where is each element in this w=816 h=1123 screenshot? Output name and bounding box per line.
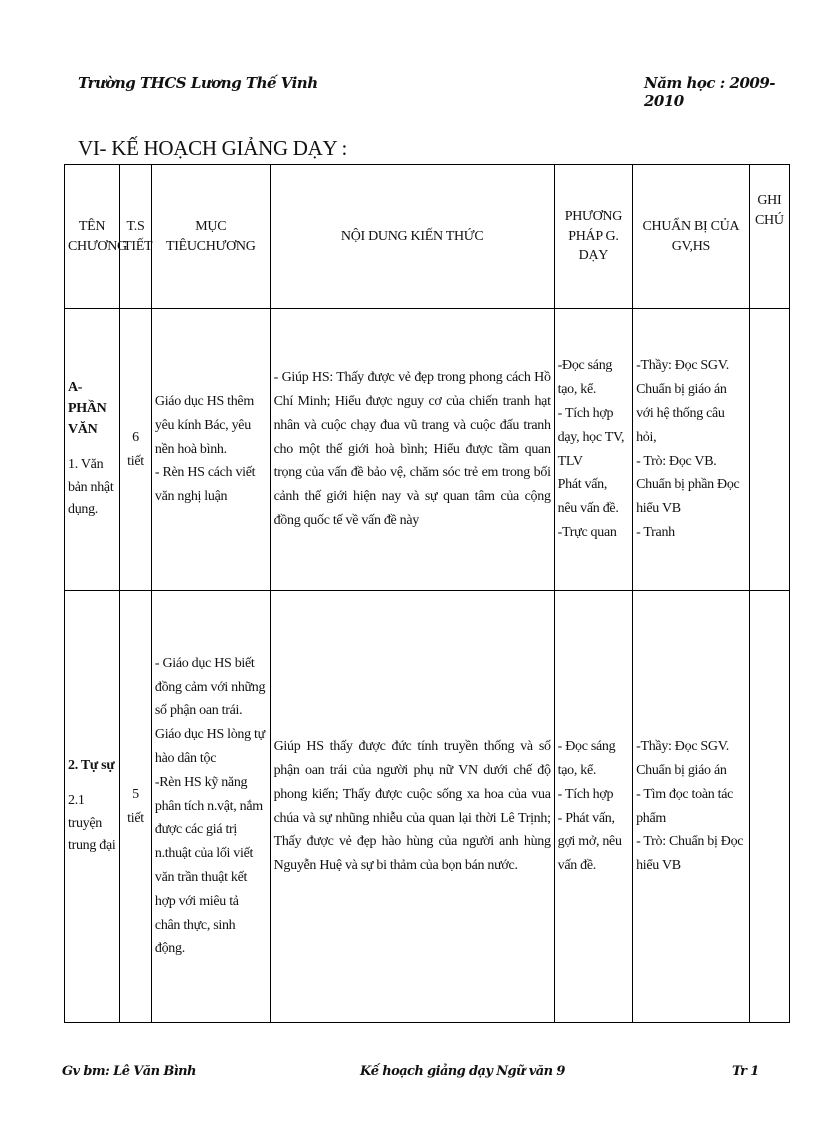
- prep-item: - Tranh: [636, 524, 675, 540]
- table-row: [65, 309, 790, 591]
- document-title: Kế hoạch giảng dạy Ngữ văn 9: [360, 1064, 565, 1079]
- header-periods: T.S TIẾT: [120, 165, 152, 309]
- goals-cell: [151, 591, 270, 1023]
- notes-cell: [749, 591, 789, 1023]
- periods-cell: 5 tiết: [120, 591, 152, 1023]
- method-item: - Tích hợp dạy, học TV, TLV: [557, 405, 625, 469]
- chapter-title: A- PHẦN VĂN: [68, 380, 107, 438]
- method-item: Phát vấn, nêu vấn đề.: [557, 477, 619, 517]
- prep-item: -Thầy: Đọc SGV. Chuẩn bị giáo án: [636, 739, 729, 778]
- content-cell: - Giúp HS: Thấy được vẻ đẹp trong phong cách Hồ Chí Minh; Hiểu được nguy cơ của chiến tranh hạt nhân và cuộc chạy đua vũ trang và cuộc đấu tranh cho một thế giới hoà bình; Hiểu được tầm quan trọng của vấn đề bảo vệ, chăm sóc trẻ em trong bối cảnh thế giới hiện nay và sự quan tâm của cộng đồng quốc tế về vấn đề này: [270, 309, 554, 591]
- goal-item: - Rèn HS cách viết văn nghị luận: [154, 465, 256, 505]
- header-method: PHƯƠNG PHÁP G. DẠY: [554, 165, 632, 309]
- chapter-cell: [65, 309, 120, 591]
- periods-cell: 6 tiết: [120, 309, 152, 591]
- table-header-row: [65, 165, 790, 309]
- method-item: -Đọc sáng tạo, kể.: [557, 358, 613, 398]
- content-cell: Giúp HS thấy được đức tính truyền thống và số phận oan trái của người phụ nữ VN dưới chế độ phong kiến; Thấy được cuộc sống xa hoa của vua chúa và sự nhũng nhiễu của quan lại thời Lê Trịnh; Thấy được vẻ đẹp hào hùng của người anh hùng Nguyễn Huệ và sự bi thảm của bọn bán nước.: [270, 591, 554, 1023]
- prep-cell: [633, 591, 750, 1023]
- header-chapter: TÊN CHƯƠNG: [65, 165, 120, 309]
- page-number: Tr 1: [732, 1064, 759, 1079]
- method-cell: [554, 309, 632, 591]
- goal-item: - Giáo dục HS biết đồng cảm với những số phận oan trái. Giáo dục HS lòng tự hào dân tộc: [154, 655, 266, 766]
- prep-item: -Thầy: Đọc SGV. Chuẩn bị giáo án với hệ thống câu hỏi,: [636, 358, 729, 445]
- prep-cell: [633, 309, 750, 591]
- teaching-plan-table: [64, 164, 790, 1023]
- prep-item: - Tìm đọc toàn tác phẩm: [636, 786, 734, 826]
- prep-item: - Trò: Đọc VB. Chuẩn bị phần Đọc hiểu VB: [636, 453, 740, 517]
- goals-cell: [151, 309, 270, 591]
- header-notes: GHI CHÚ: [749, 165, 789, 309]
- table-row: [65, 591, 790, 1023]
- school-year: Năm học : 2009- 2010: [644, 74, 776, 110]
- goal-item: -Rèn HS kỹ năng phân tích n.vật, nắm được các giá trị n.thuật của lối viết văn trần thuật kết hợp với miêu tả chân thực, sinh động.: [154, 774, 263, 957]
- chapter-subtitle: 2.1 truyện trung đại: [68, 793, 116, 854]
- method-item: -Trực quan: [557, 524, 617, 540]
- method-item: - Tích hợp: [557, 786, 614, 802]
- chapter-cell: [65, 591, 120, 1023]
- teacher-name: Gv bm: Lê Văn Bình: [62, 1064, 196, 1079]
- chapter-title: 2. Tự sự: [68, 758, 115, 774]
- header-prep: CHUẨN BỊ CỦA GV,HS: [633, 165, 750, 309]
- method-cell: [554, 591, 632, 1023]
- school-name: Trường THCS Lương Thế Vinh: [78, 74, 318, 92]
- header-content: NỘI DUNG KIẾN THỨC: [270, 165, 554, 309]
- notes-cell: [749, 309, 789, 591]
- header-goals: MỤC TIÊUCHƯƠNG: [151, 165, 270, 309]
- method-item: - Đọc sáng tạo, kể.: [557, 739, 616, 778]
- section-title: VI- KẾ HOẠCH GIẢNG DẠY :: [78, 136, 348, 160]
- prep-item: - Trò: Chuẩn bị Đọc hiểu VB: [636, 834, 744, 874]
- chapter-subtitle: 1. Văn bản nhật dụng.: [68, 457, 114, 518]
- method-item: - Phát vấn, gợi mở, nêu vấn đề.: [557, 810, 622, 874]
- goal-item: Giáo dục HS thêm yêu kính Bác, yêu nền hoà bình.: [154, 394, 254, 457]
